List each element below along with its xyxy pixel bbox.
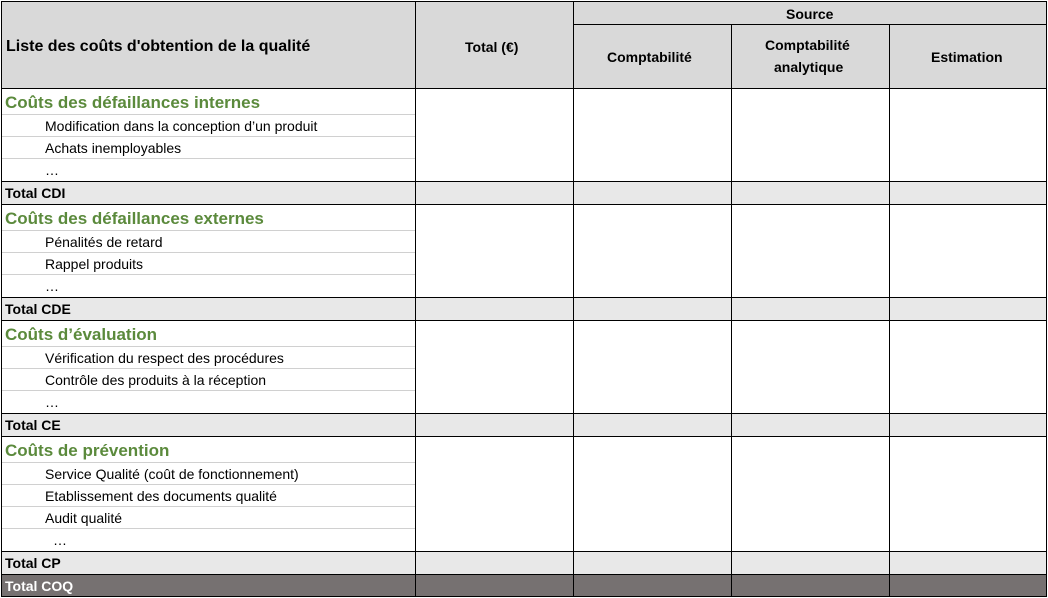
section-title-cdi: Coûts des défaillances internes [5, 93, 261, 112]
total-cde-row [1, 297, 1047, 320]
list-item: Service Qualité (coût de fonctionnement) [45, 466, 299, 482]
list-item: Rappel produits [45, 256, 144, 272]
list-item: … [53, 532, 67, 548]
total-ce-label: Total CE [5, 417, 61, 433]
total-cp-row [1, 551, 1047, 574]
header-estimation-cell [889, 24, 1047, 89]
list-item: Achats inemployables [45, 140, 182, 156]
section-title-cde: Coûts des défaillances externes [5, 209, 264, 228]
total-cdi-row [1, 181, 1047, 204]
header-total-cell [415, 1, 574, 89]
header-comptabilite: Comptabilité [607, 49, 692, 65]
header-source: Source [786, 6, 834, 22]
header-comptabilite-cell [573, 24, 732, 89]
list-item: Audit qualité [45, 510, 123, 526]
header-total: Total (€) [465, 39, 519, 55]
total-coq-row [1, 574, 1047, 597]
total-cdi-label: Total CDI [5, 185, 66, 201]
section-title-cp: Coûts de prévention [5, 441, 170, 460]
total-cde-label: Total CDE [5, 301, 71, 317]
total-coq-label: Total COQ [5, 578, 74, 594]
list-item: … [45, 394, 59, 410]
header-comptabilite-analytique-line1: Comptabilité [765, 37, 850, 53]
list-item: Vérification du respect des procédures [45, 350, 284, 366]
list-item: … [45, 162, 59, 178]
total-ce-row [1, 413, 1047, 436]
total-cp-label: Total CP [5, 555, 61, 571]
list-item: Contrôle des produits à la réception [45, 372, 267, 388]
section-title-ce: Coûts d’évaluation [5, 325, 158, 344]
header-list-title: Liste des coûts d'obtention de la qualité [6, 38, 311, 55]
header-comptabilite-analytique-cell [731, 24, 890, 89]
header-estimation: Estimation [931, 49, 1003, 65]
list-item: Etablissement des documents qualité [45, 488, 277, 504]
header-comptabilite-analytique-line2: analytique [774, 59, 844, 75]
list-item: … [45, 278, 59, 294]
header-list-cell [1, 1, 416, 89]
list-item: Modification dans la conception d’un produit [45, 118, 318, 134]
header-source-cell [573, 1, 1047, 25]
list-item: Pénalités de retard [45, 234, 163, 250]
